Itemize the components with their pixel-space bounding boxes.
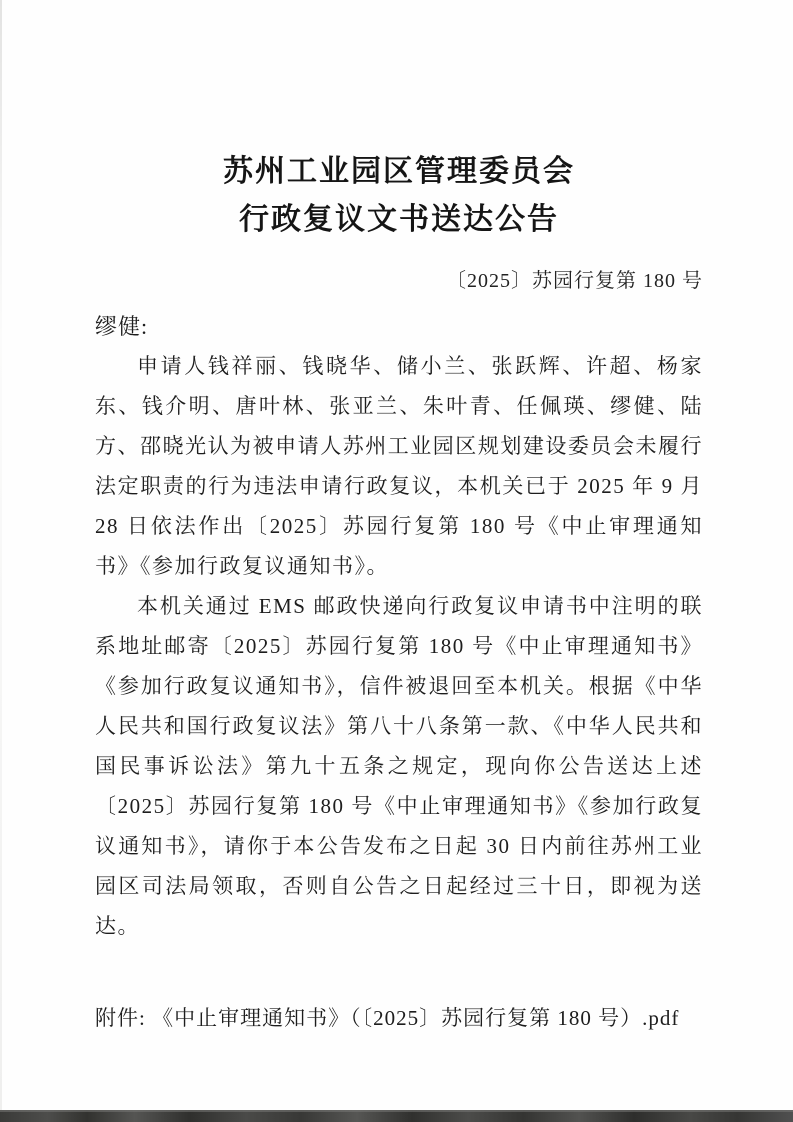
document-title-line-1: 苏州工业园区管理委员会 — [223, 155, 575, 188]
attachment-line: 附件: 《中止审理通知书》（〔2025〕苏园行复第 180 号）.pdf — [95, 1006, 680, 1030]
scan-artifact-left-edge — [0, 0, 2, 1122]
salutation: 缪健: — [95, 314, 149, 339]
scan-artifact-bottom-edge — [0, 1110, 793, 1122]
document-title — [95, 148, 703, 244]
document-content — [95, 0, 703, 1038]
document-number: 〔2025〕苏园行复第 180 号 — [446, 270, 703, 292]
document-title-line-2: 行政复议文书送达公告 — [239, 203, 559, 236]
body-paragraph-1: 申请人钱祥丽、钱晓华、储小兰、张跃辉、许超、杨家东、钱介明、唐叶林、张亚兰、朱叶青、任佩瑛、缪健、陆方、邵晓光认为被申请人苏州工业园区规划建设委员会未履行法定职责的行为违法申请行政复议，本机关已于 2025 年 9 月 28 日依法作出〔2025〕苏园行复第 180 号《中止审理通知书》《参加行政复议通知书》。 — [95, 354, 703, 578]
body-paragraph-2: 本机关通过 EMS 邮政快递向行政复议申请书中注明的联系地址邮寄〔2025〕苏园行复第 180 号《中止审理通知书》《参加行政复议通知书》，信件被退回至本机关。根据《中华人民共和国行政复议法》第八十八条第一款、《中华人民共和国民事诉讼法》第九十五条之规定，现向你公告送达上述〔2025〕苏园行复第 180 号《中止审理通知书》《参加行政复议通知书》，请你于本公告发布之日起 30 日内前往苏州工业园区司法局领取，否则自公告之日起经过三十日，即视为送达。 — [95, 594, 703, 938]
